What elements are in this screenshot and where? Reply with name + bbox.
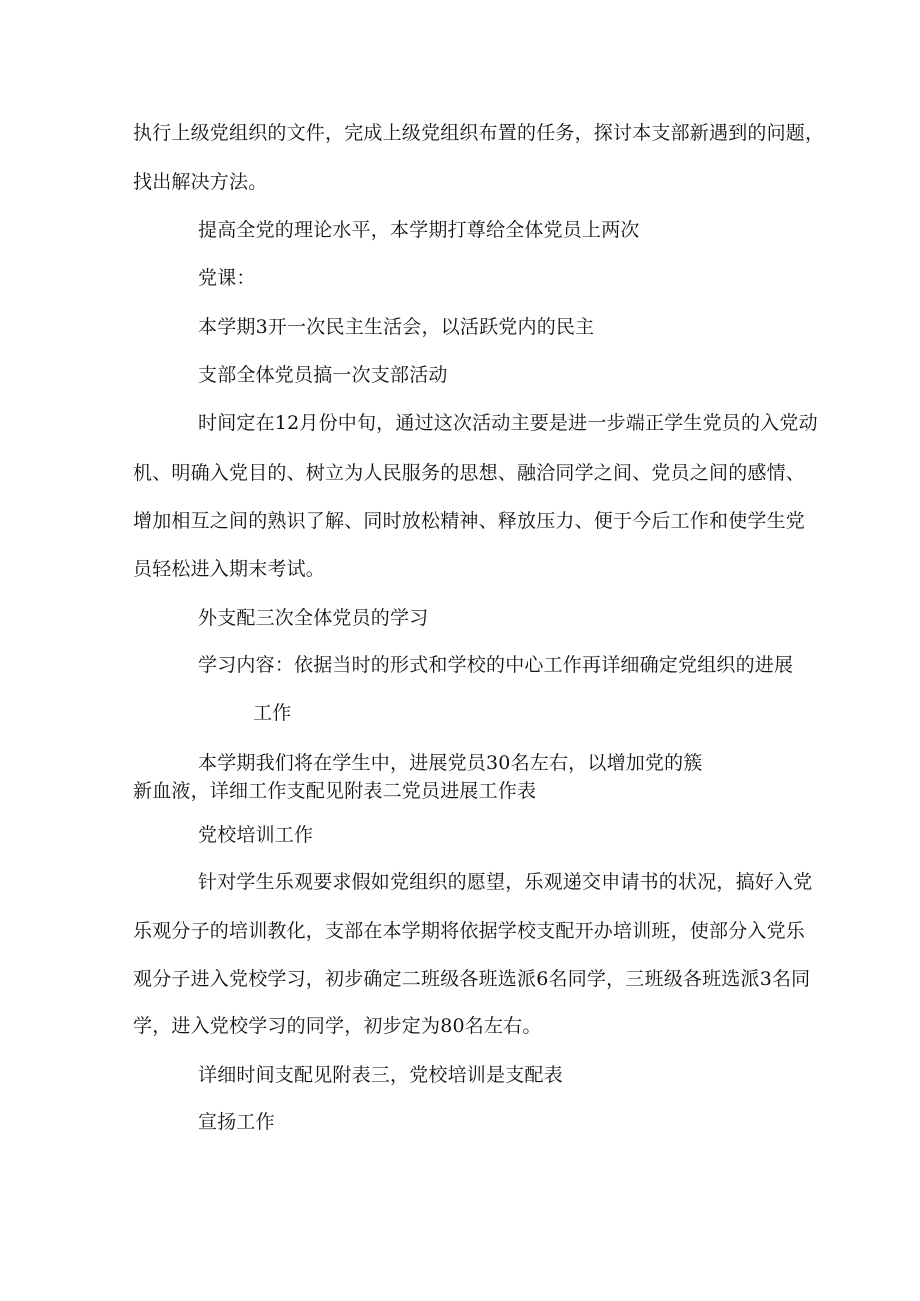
text-line: 宣扬工作 [198, 1111, 275, 1133]
text-line: 本学期我们将在学生中，进展党员30名左右，以增加党的簇 [198, 752, 703, 774]
text-line: 工作 [253, 702, 292, 724]
text-line: 党课： [198, 267, 256, 289]
text-line: 详细时间支配见附表三，党校培训是支配表 [198, 1064, 563, 1086]
text-line: 机、明确入党目的、树立为人民服务的思想、融洽同学之间、党员之间的感情、 [133, 462, 806, 484]
text-line: 提高全党的理论水平，本学期打尊给全体党员上两次 [198, 219, 640, 241]
text-line: 外支配三次全体党员的学习 [198, 607, 429, 629]
text-line: 找出解决方法。 [133, 171, 268, 193]
text-line: 本学期3开一次民主生活会，以活跃党内的民主 [198, 316, 595, 338]
text-line: 增加相互之间的熟识了解、同时放松精神、释放压力、便于今后工作和使学生党 [133, 510, 806, 532]
text-line: 针对学生乐观要求假如党组织的愿望，乐观递交申请书的状况，搞好入党 [198, 871, 813, 893]
text-line: 乐观分子的培训教化，支部在本学期将依据学校支配开办培训班，使部分入党乐 [133, 920, 806, 942]
text-line: 支部全体党员搞一次支部活动 [198, 364, 448, 386]
text-line: 学习内容：依据当时的形式和学校的中心工作再详细确定党组织的进展 [198, 654, 794, 676]
text-line: 观分子进入党校学习，初步确定二班级各班选派6名同学，三班级各班选派3名同 [133, 968, 811, 990]
text-line: 员轻松进入期末考试。 [133, 558, 326, 580]
text-line: 党校培训工作 [198, 824, 314, 846]
text-line: 时间定在12月份中旬，通过这次活动主要是进一步端正学生党员的入党动 [198, 412, 818, 434]
text-line: 新血液，详细工作支配见附表二党员进展工作表 [133, 780, 537, 802]
text-line: 执行上级党组织的文件，完成上级党组织布置的任务，探讨本支部新遇到的问题， [133, 122, 825, 144]
text-line: 学，进入党校学习的同学，初步定为80名左右。 [133, 1015, 542, 1037]
